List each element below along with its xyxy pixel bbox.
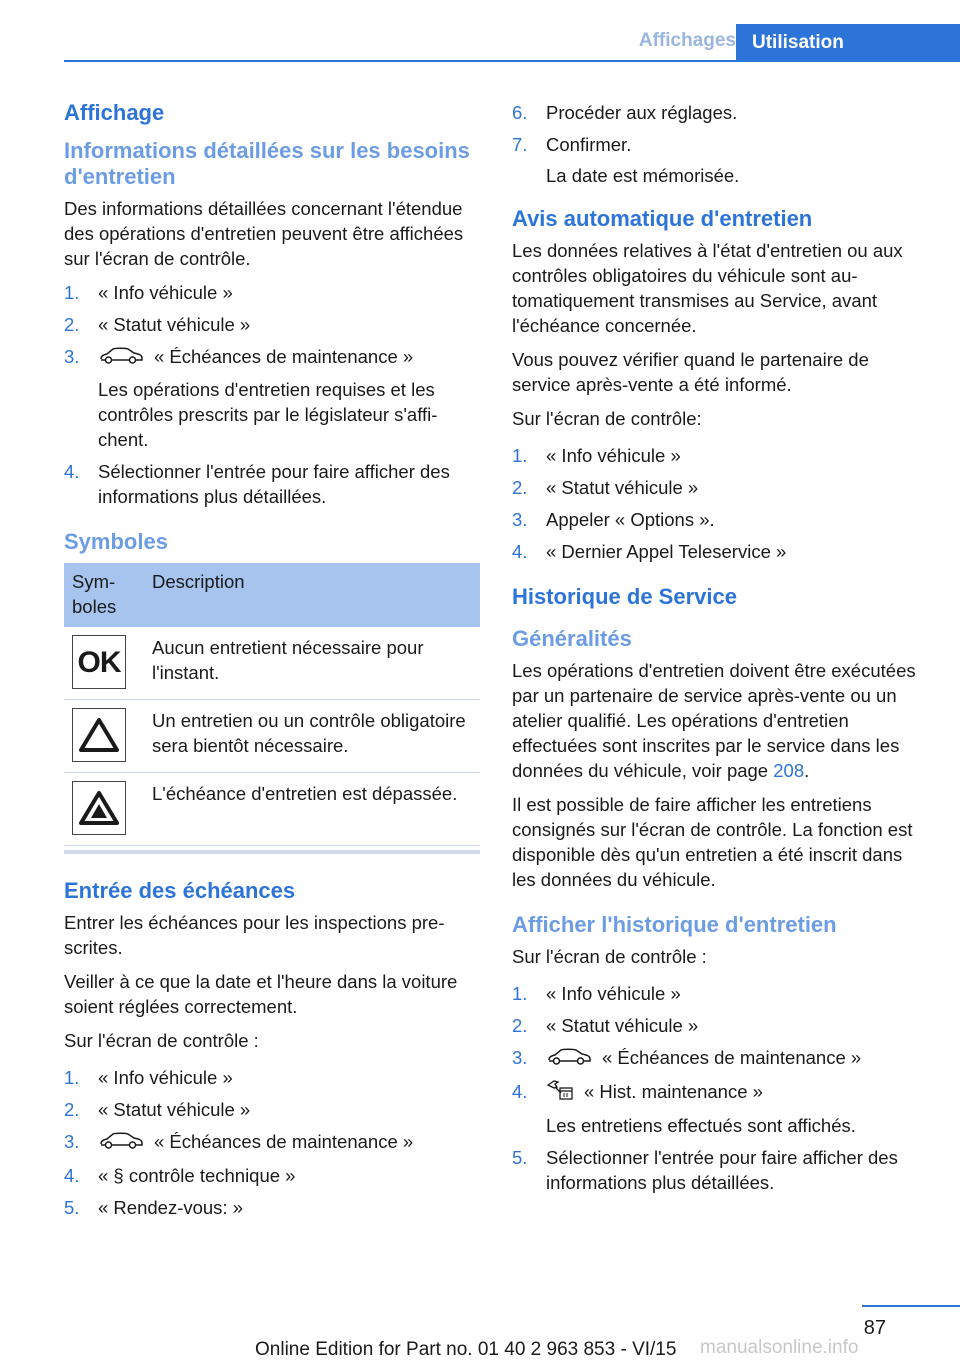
left-column — [64, 100, 480, 1227]
step-number: 7. — [512, 134, 528, 155]
list-item — [512, 539, 928, 564]
list-item — [512, 1045, 928, 1072]
heading-details: Informations détaillées sur les besoins d'entretien — [64, 138, 470, 189]
service-history-icon — [546, 1079, 574, 1107]
list-item — [512, 132, 928, 188]
step-number: 2. — [64, 1099, 80, 1121]
step-number: 5. — [512, 1147, 528, 1169]
heading-symbols: Symboles — [64, 529, 168, 555]
description-cell: Aucun entretient nécessaire pour l'instant. — [144, 627, 480, 700]
section-title-affichage: Affichage — [64, 100, 165, 125]
step-text: « Statut véhicule » — [98, 1099, 251, 1121]
step-number: 3. — [512, 509, 528, 530]
step-number: 2. — [512, 1015, 528, 1036]
step-subtext: La date est mémorisée. — [546, 165, 740, 186]
step-number: 1. — [64, 1067, 80, 1089]
step-number: 3. — [64, 1131, 80, 1153]
list-item — [512, 1079, 928, 1138]
step-text: « § contrôle technique » — [98, 1165, 296, 1187]
step-text: Confirmer. — [546, 134, 632, 155]
step-number: 6. — [512, 102, 528, 123]
heading-history: Historique de Service — [512, 584, 737, 609]
right-column — [512, 100, 928, 1202]
list-item — [512, 100, 928, 125]
list-item — [512, 475, 928, 500]
steps-history — [512, 981, 928, 1195]
step-text: Sélectionner l'entrée pour faire afficher des informations plus détaillées. — [546, 1147, 898, 1194]
footer-rule — [862, 1305, 960, 1307]
step-text: « Statut véhicule » — [546, 1015, 699, 1036]
list-item — [512, 1145, 928, 1195]
list-item — [512, 507, 928, 532]
step-text: « Info véhicule » — [98, 282, 233, 303]
heading-show-history: Afficher l'historique d'entretien — [512, 912, 837, 937]
step-number: 2. — [64, 314, 80, 335]
ok-icon — [72, 635, 126, 689]
paragraph-entry-1: Entrer les échéances pour les inspections prescrites. — [64, 912, 445, 959]
step-text: « Échéances de maintenance » — [602, 1047, 862, 1068]
steps-entry-continued — [512, 100, 928, 188]
step-text: « Info véhicule » — [546, 445, 681, 466]
step-subtext: Les entretiens effectués sont affichés. — [546, 1115, 856, 1137]
list-item — [64, 280, 480, 305]
step-text: « Info véhicule » — [546, 983, 681, 1004]
step-text: « Échéances de maintenance » — [154, 346, 414, 367]
car-icon — [546, 1046, 592, 1072]
paragraph-entry-2: Veiller à ce que la date et l'heure dans la voiture soient réglées correctement. — [64, 971, 458, 1018]
symbol-cell — [64, 700, 144, 773]
step-number: 2. — [512, 477, 528, 498]
step-text: « Statut véhicule » — [546, 477, 699, 498]
list-item — [64, 1129, 480, 1156]
car-icon — [98, 345, 144, 371]
list-item — [64, 344, 480, 452]
symbols-table — [64, 563, 480, 846]
step-number: 4. — [512, 1081, 528, 1103]
list-item — [64, 1163, 480, 1188]
list-item — [64, 459, 480, 509]
overdue-triangle-icon — [72, 781, 126, 835]
paragraph-general-1 — [512, 658, 928, 783]
page-number: 87 — [863, 1317, 886, 1339]
paragraph-general-2: Il est possible de faire afficher les entretiens consignés sur l'écran de contrôle. La fonction est disponible dès qu'un entretien a été inscrit dans les données du véhicule. — [512, 794, 913, 890]
paragraph-auto-2: Vous pouvez vérifier quand le partenaire de service après-vente a été informé. — [512, 349, 869, 395]
edition-text: Online Edition for Part no. 01 40 2 963 853 - VI/15 — [255, 1339, 677, 1360]
list-item — [64, 1097, 480, 1122]
table-row — [64, 627, 480, 700]
list-item — [512, 443, 928, 468]
step-number: 5. — [64, 1197, 80, 1219]
heading-general: Généralités — [512, 626, 632, 651]
steps-entry — [64, 1065, 480, 1220]
paragraph-text: . — [804, 760, 810, 781]
step-text: « Dernier Appel Teleservice » — [546, 541, 787, 562]
step-number: 1. — [512, 445, 528, 466]
paragraph-entry-3: Sur l'écran de contrôle : — [64, 1030, 259, 1052]
ok-symbol-text: OK — [77, 645, 121, 679]
list-item — [512, 1013, 928, 1038]
step-number: 1. — [64, 282, 80, 303]
step-number: 4. — [64, 1165, 80, 1187]
table-header-row — [64, 563, 480, 627]
step-number: 4. — [512, 541, 528, 562]
symbol-cell — [64, 773, 144, 846]
list-item — [64, 1195, 480, 1220]
paragraph-details: Des informations détaillées concernant l'étendue des opérations d'entretien peuvent être affichées sur l'écran de contrôle. — [64, 198, 464, 269]
symbol-cell — [64, 627, 144, 700]
list-item — [64, 1065, 480, 1090]
step-subtext: Les opérations d'entretien requises et les contrôles prescrits par le législateur s'affichent. — [98, 379, 438, 451]
description-cell: Un entretien ou un contrôle obligatoire sera bientôt nécessaire. — [144, 700, 480, 773]
paragraph-text: Les opérations d'entretien doivent être exécutées par un partenaire de service après-vente ou un atelier qualifié. Les opérations d'entretien effectuées sont inscrites par le service dans les données du véhicule, voir page — [512, 660, 916, 781]
column-header-description: Description — [144, 563, 480, 627]
list-item — [512, 981, 928, 1006]
header-tab-utilisation: Utilisation — [736, 24, 960, 62]
step-number: 3. — [64, 346, 80, 367]
heading-entry: Entrée des échéances — [64, 878, 296, 904]
step-text: « Statut véhicule » — [98, 314, 251, 335]
list-item — [64, 312, 480, 337]
column-header-symbols: Symboles — [64, 563, 144, 627]
page-reference-link[interactable]: 208 — [773, 760, 805, 781]
step-number: 3. — [512, 1047, 528, 1068]
steps-auto — [512, 443, 928, 564]
step-text: « Rendez-vous: » — [98, 1197, 244, 1219]
paragraph-auto-1: Les données relatives à l'état d'entretien ou aux contrôles obligatoires du véhicule sont automatiquement transmises au Service, avant l'échéance concernée. — [512, 240, 903, 336]
step-number: 1. — [512, 983, 528, 1004]
step-text: Procéder aux réglages. — [546, 102, 738, 123]
paragraph-show: Sur l'écran de contrôle : — [512, 946, 707, 967]
step-number: 4. — [64, 461, 80, 483]
step-text: « Hist. maintenance » — [584, 1081, 763, 1103]
step-text: « Info véhicule » — [98, 1067, 233, 1089]
paragraph-auto-3: Sur l'écran de contrôle: — [512, 408, 702, 429]
car-icon — [98, 1130, 144, 1156]
header-rule — [64, 60, 960, 62]
header-tab-affichages: Affichages — [638, 30, 736, 51]
watermark-text: manualsonline.info — [700, 1337, 859, 1358]
description-cell: L'échéance d'entretien est dépassée. — [144, 773, 480, 846]
step-text: Sélectionner l'entrée pour faire afficher des informations plus détaillées. — [98, 461, 450, 508]
steps-details — [64, 280, 480, 509]
table-row — [64, 773, 480, 846]
step-text: Appeler « Options ». — [546, 509, 715, 530]
table-bottom-rule — [64, 850, 480, 854]
step-text: « Échéances de maintenance » — [154, 1131, 414, 1153]
heading-auto: Avis automatique d'entretien — [512, 206, 813, 231]
table-row — [64, 700, 480, 773]
warning-triangle-icon — [72, 708, 126, 762]
